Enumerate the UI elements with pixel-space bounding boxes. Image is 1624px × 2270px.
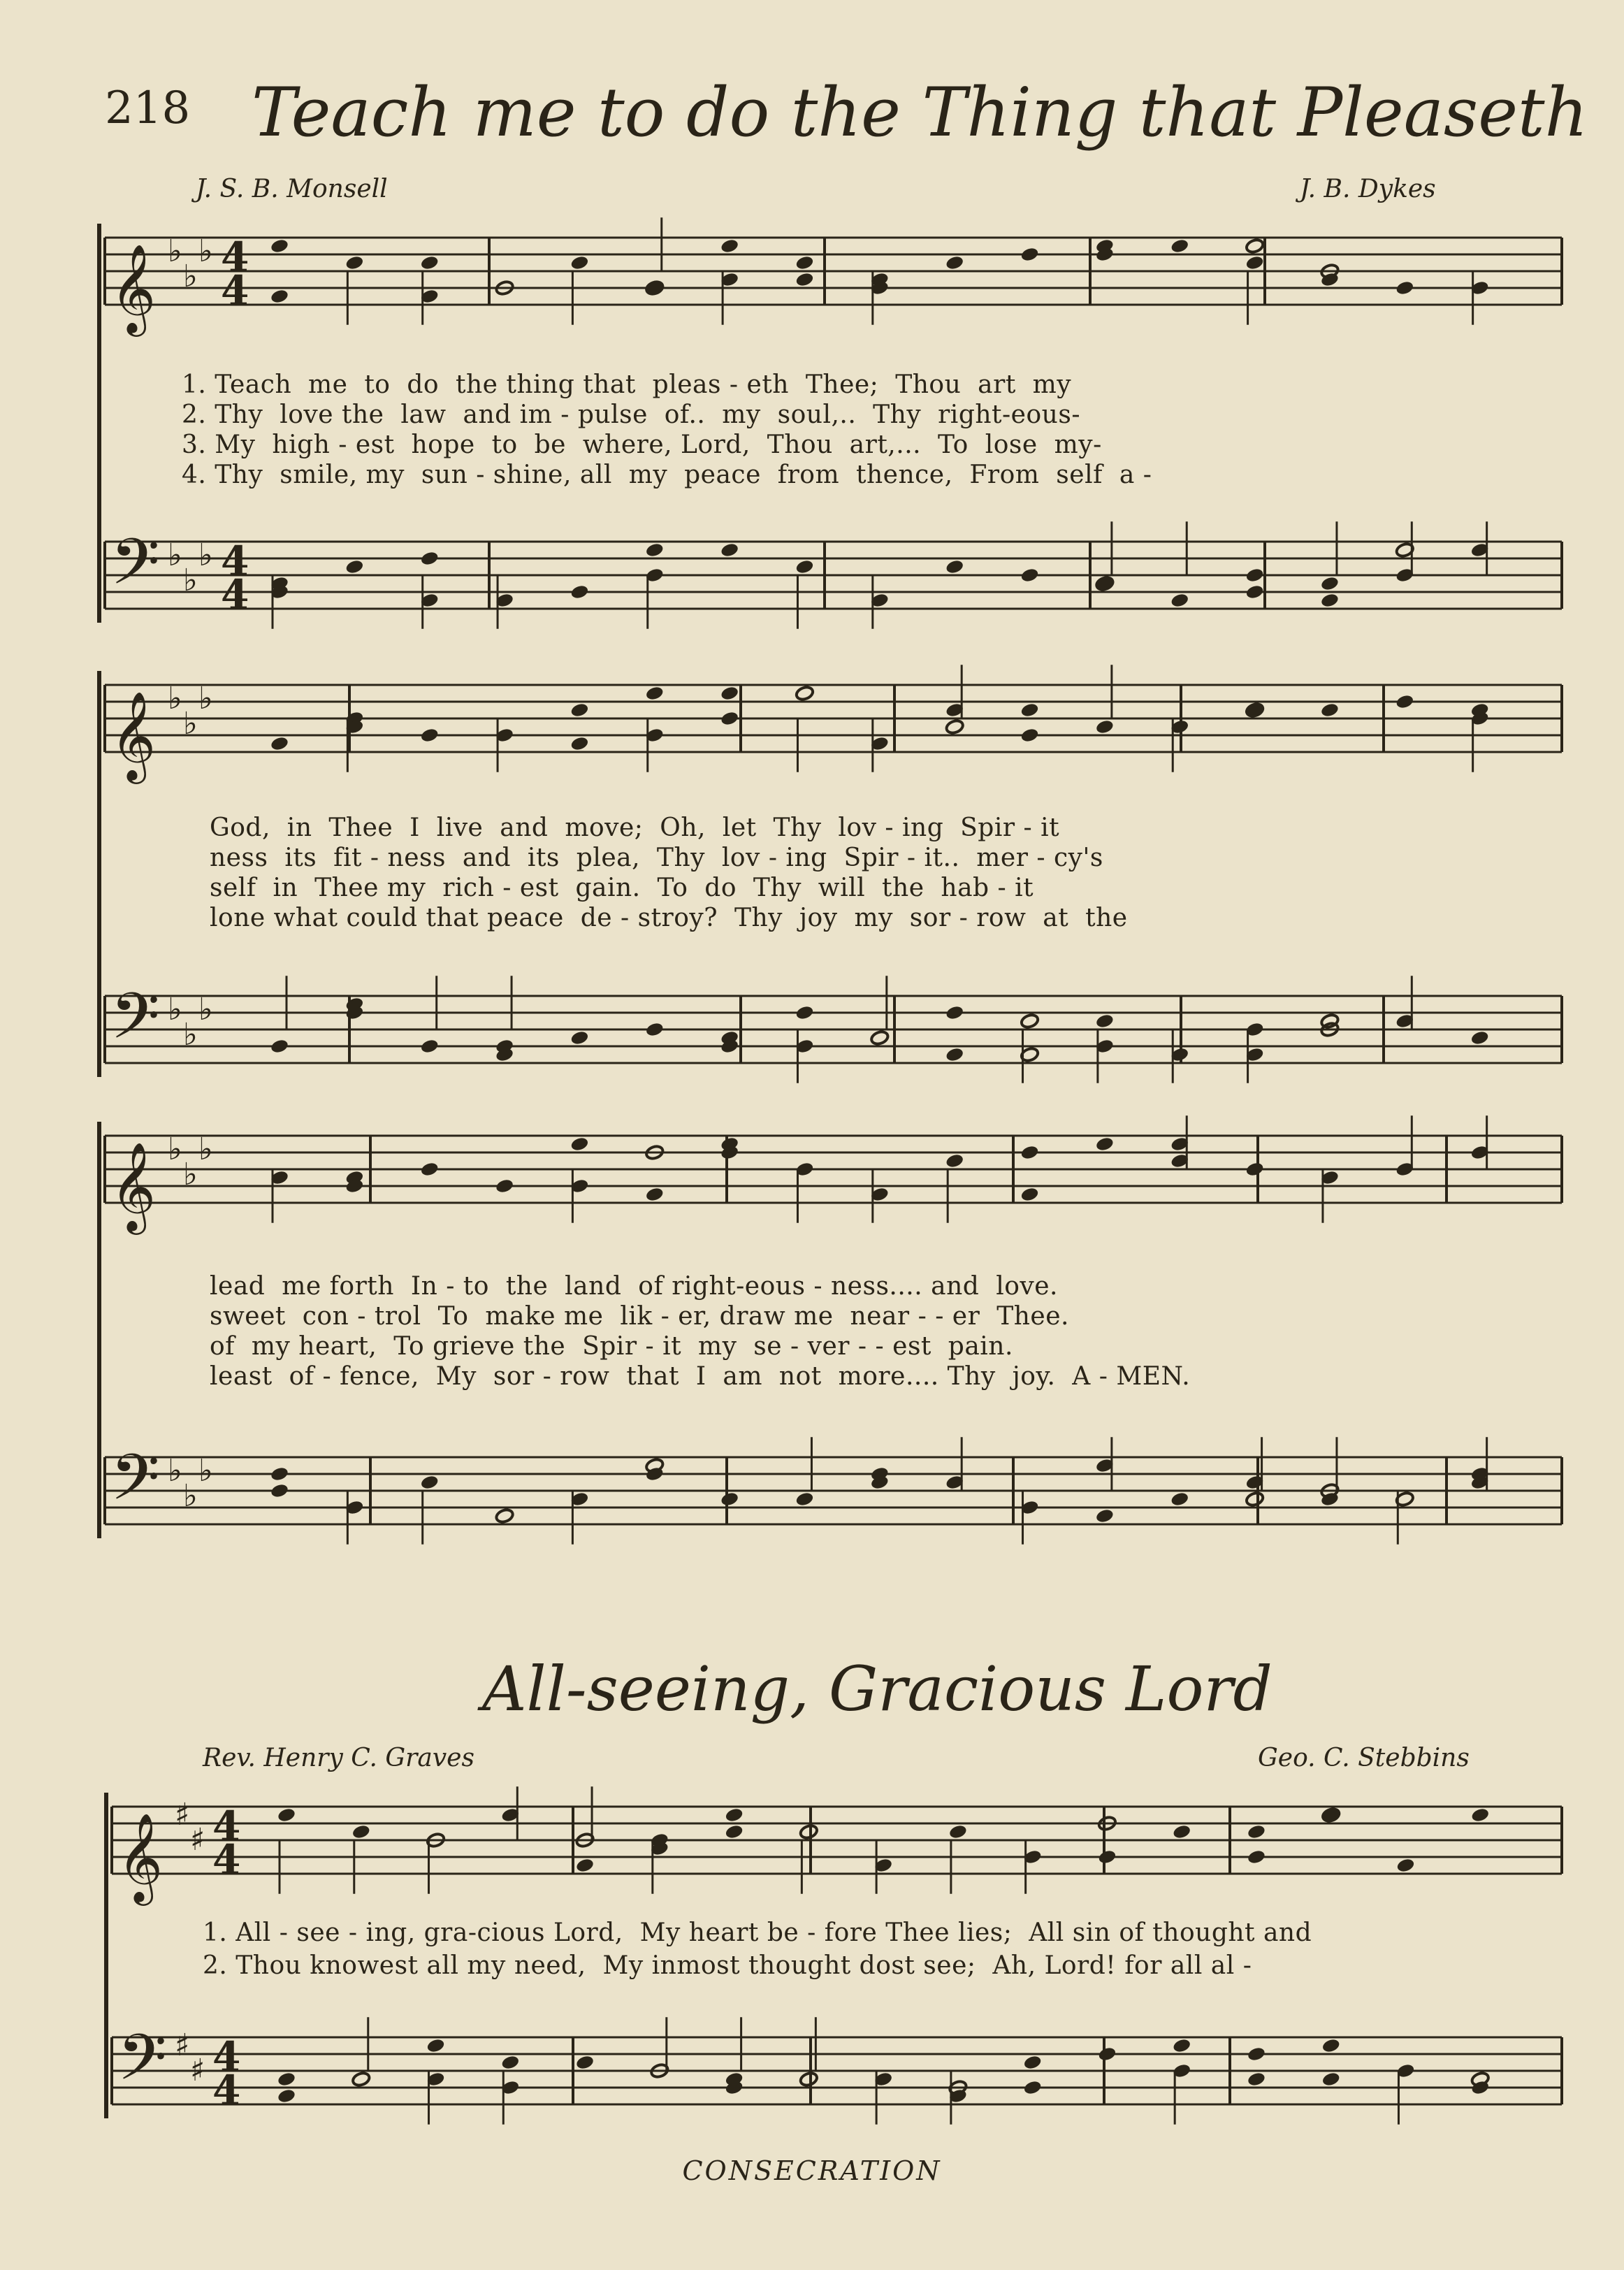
flat-sign: ♭ bbox=[198, 537, 213, 573]
flat-sign: ♭ bbox=[198, 1132, 213, 1167]
lyric-line: ness its fit - ness and its plea, Thy lov - ing Spir - it.. mer - cy's bbox=[210, 844, 1103, 872]
quarter-note bbox=[570, 254, 589, 270]
quarter-note bbox=[575, 2054, 595, 2070]
bass-clef: 𝄢 bbox=[117, 2020, 167, 2110]
staff bbox=[105, 996, 1562, 1063]
quarter-note bbox=[725, 1807, 744, 1823]
quarter-note bbox=[1247, 1849, 1266, 1865]
quarter-note bbox=[270, 1038, 289, 1054]
flat-sign: ♭ bbox=[198, 992, 213, 1027]
quarter-note bbox=[948, 1823, 968, 1839]
time-signature-top: 4 bbox=[221, 537, 249, 585]
quarter-note bbox=[1395, 1857, 1415, 1873]
quarter-note bbox=[345, 558, 364, 574]
quarter-note bbox=[1170, 238, 1189, 254]
quarter-note bbox=[945, 1046, 964, 1062]
quarter-note bbox=[277, 2071, 296, 2087]
time-signature-top: 4 bbox=[212, 1802, 241, 1850]
flat-sign: ♭ bbox=[183, 259, 198, 294]
quarter-note bbox=[795, 254, 814, 270]
quarter-note bbox=[945, 1152, 964, 1169]
flat-sign: ♭ bbox=[198, 681, 213, 716]
quarter-note bbox=[1097, 2046, 1117, 2062]
quarter-note bbox=[277, 2088, 296, 2104]
quarter-note bbox=[645, 1021, 665, 1037]
time-signature-top: 4 bbox=[221, 233, 249, 281]
time-signature-bottom: 4 bbox=[221, 267, 249, 315]
quarter-note bbox=[720, 710, 739, 726]
lyric-line: lead me forth In - to the land of right-eous - ness.... and love. bbox=[210, 1272, 1058, 1301]
flat-sign: ♭ bbox=[168, 233, 182, 269]
hymn1-author: J. S. B. Monsell bbox=[196, 175, 388, 203]
quarter-note bbox=[1470, 1807, 1490, 1823]
quarter-note bbox=[1170, 1491, 1189, 1507]
quarter-note bbox=[945, 254, 964, 270]
sharp-sign: ♯ bbox=[175, 1797, 190, 1832]
quarter-note bbox=[720, 238, 739, 254]
quarter-note bbox=[645, 685, 665, 701]
treble-clef: 𝄞 bbox=[110, 1141, 157, 1231]
quarter-note bbox=[570, 702, 589, 718]
time-signature-bottom: 4 bbox=[212, 2067, 241, 2114]
quarter-note bbox=[570, 735, 589, 751]
quarter-note bbox=[1320, 702, 1340, 718]
quarter-note bbox=[645, 1186, 665, 1202]
lyric-line: lone what could that peace de - stroy? Thy joy my sor - row at the bbox=[210, 904, 1128, 932]
quarter-note bbox=[270, 1482, 289, 1498]
quarter-note bbox=[1020, 727, 1040, 743]
sharp-sign: ♯ bbox=[190, 1822, 205, 1858]
flat-sign: ♭ bbox=[168, 992, 182, 1027]
flat-sign: ♭ bbox=[168, 1132, 182, 1167]
quarter-note bbox=[570, 1136, 589, 1152]
quarter-note bbox=[1321, 2037, 1341, 2053]
quarter-note bbox=[1095, 1508, 1115, 1524]
quarter-note bbox=[1247, 2071, 1266, 2087]
quarter-note bbox=[795, 271, 814, 287]
quarter-note bbox=[495, 1178, 514, 1194]
quarter-note bbox=[277, 1807, 296, 1823]
staff bbox=[105, 1136, 1562, 1203]
flat-sign: ♭ bbox=[168, 681, 182, 716]
quarter-note bbox=[420, 1474, 440, 1490]
half-note bbox=[1245, 1491, 1265, 1507]
quarter-note bbox=[1470, 1029, 1490, 1046]
quarter-note bbox=[1320, 592, 1340, 608]
quarter-note bbox=[345, 254, 364, 270]
quarter-note bbox=[420, 254, 440, 270]
half-note bbox=[495, 1508, 514, 1524]
hymn2-title: All-seeing, Gracious Lord bbox=[482, 1653, 1273, 1725]
flat-sign: ♭ bbox=[183, 563, 198, 598]
quarter-note bbox=[725, 1823, 744, 1839]
quarter-note bbox=[1321, 2071, 1341, 2087]
lyric-line: 3. My high - est hope to be where, Lord, Thou art,... To lose my- bbox=[182, 431, 1102, 459]
quarter-note bbox=[1020, 1144, 1040, 1160]
quarter-note bbox=[270, 1466, 289, 1482]
treble-clef: 𝄞 bbox=[110, 691, 157, 780]
sharp-sign: ♯ bbox=[190, 2053, 205, 2088]
flat-sign: ♭ bbox=[168, 537, 182, 573]
treble-clef: 𝄞 bbox=[110, 243, 157, 333]
hymn1-composer: J. B. Dykes bbox=[1300, 175, 1436, 203]
quarter-note bbox=[720, 542, 739, 558]
staff bbox=[112, 2037, 1562, 2104]
quarter-note bbox=[1245, 1161, 1265, 1177]
half-note bbox=[799, 1823, 818, 1839]
quarter-note bbox=[1095, 1136, 1115, 1152]
quarter-note bbox=[945, 558, 964, 574]
time-signature-bottom: 4 bbox=[212, 1836, 241, 1884]
quarter-note bbox=[420, 1161, 440, 1177]
quarter-note bbox=[420, 727, 440, 743]
quarter-note bbox=[420, 550, 440, 566]
half-note bbox=[795, 685, 814, 701]
quarter-note bbox=[270, 238, 289, 254]
hymn1-title: Teach me to do the Thing that Pleaseth bbox=[252, 73, 1588, 152]
quarter-note bbox=[1245, 567, 1265, 583]
half-note bbox=[870, 1029, 890, 1046]
time-signature-bottom: 4 bbox=[221, 571, 249, 619]
staff bbox=[105, 542, 1562, 609]
bass-clef: 𝄢 bbox=[110, 525, 160, 614]
flat-sign: ♭ bbox=[183, 1017, 198, 1053]
lyric-line: of my heart, To grieve the Spir - it my se - ver - - est pain. bbox=[210, 1332, 1013, 1361]
staff bbox=[105, 685, 1562, 752]
quarter-note bbox=[500, 2054, 520, 2070]
quarter-note bbox=[1023, 2054, 1043, 2070]
quarter-note bbox=[426, 2037, 446, 2053]
quarter-note bbox=[1170, 592, 1189, 608]
hymn2-author: Rev. Henry C. Graves bbox=[203, 1744, 474, 1772]
quarter-note bbox=[270, 735, 289, 751]
quarter-note bbox=[1247, 1823, 1266, 1839]
flat-sign: ♭ bbox=[183, 706, 198, 742]
quarter-note bbox=[570, 1029, 589, 1046]
bass-clef: 𝄢 bbox=[110, 1440, 160, 1530]
quarter-note bbox=[795, 1004, 814, 1020]
quarter-note bbox=[1245, 584, 1265, 600]
half-note bbox=[945, 718, 964, 735]
flat-sign: ♭ bbox=[198, 233, 213, 269]
bass-clef: 𝄢 bbox=[110, 979, 160, 1069]
quarter-note bbox=[1020, 702, 1040, 718]
staff bbox=[105, 238, 1562, 305]
quarter-note bbox=[720, 1491, 739, 1507]
flat-sign: ♭ bbox=[168, 1453, 182, 1489]
quarter-note bbox=[351, 1823, 371, 1839]
half-note bbox=[1020, 1013, 1040, 1029]
quarter-note bbox=[270, 288, 289, 304]
time-signature-top: 4 bbox=[212, 2033, 241, 2081]
quarter-note bbox=[1395, 693, 1414, 709]
quarter-note bbox=[1020, 246, 1040, 262]
lyric-line: 2. Thy love the law and im - pulse of.. my soul,.. Thy right-eous- bbox=[182, 400, 1080, 429]
half-note bbox=[799, 2071, 818, 2087]
quarter-note bbox=[1172, 2037, 1191, 2053]
lyric-line: God, in Thee I live and move; Oh, let Thy lov - ing Spir - it bbox=[210, 814, 1060, 842]
quarter-note bbox=[420, 1038, 440, 1054]
lyric-line: 1. Teach me to do the thing that pleas - eth Thee; Thou art my bbox=[182, 370, 1072, 399]
lyric-line: least of - fence, My sor - row that I am not more.... Thy joy. A - MEN. bbox=[210, 1362, 1191, 1391]
lyric-line: 2. Thou knowest all my need, My inmost thought dost see; Ah, Lord! for all al - bbox=[203, 1951, 1252, 1980]
staff bbox=[105, 1457, 1562, 1524]
quarter-note bbox=[570, 584, 589, 600]
quarter-note bbox=[1172, 1823, 1191, 1839]
quarter-note bbox=[1097, 1849, 1117, 1865]
quarter-note bbox=[1395, 280, 1414, 296]
quarter-note bbox=[795, 1491, 814, 1507]
staff bbox=[112, 1807, 1562, 1874]
page-number: 218 bbox=[105, 82, 191, 134]
quarter-note bbox=[1020, 567, 1040, 583]
quarter-note bbox=[1020, 1186, 1040, 1202]
hymn2-composer: Geo. C. Stebbins bbox=[1258, 1744, 1470, 1772]
flat-sign: ♭ bbox=[183, 1157, 198, 1192]
lyric-line: sweet con - trol To make me lik - er, draw me near - - er Thee. bbox=[210, 1302, 1069, 1331]
sharp-sign: ♯ bbox=[175, 2027, 190, 2063]
half-note bbox=[351, 2071, 371, 2087]
quarter-note bbox=[795, 558, 814, 574]
lyric-line: self in Thee my rich - est gain. To do Thy will the hab - it bbox=[210, 874, 1034, 902]
quarter-note bbox=[1023, 2079, 1043, 2095]
quarter-note bbox=[645, 542, 665, 558]
quarter-note bbox=[575, 1857, 595, 1873]
flat-sign: ♭ bbox=[198, 1453, 213, 1489]
quarter-note bbox=[1320, 575, 1340, 591]
half-note bbox=[1245, 238, 1265, 254]
quarter-note bbox=[945, 1004, 964, 1020]
quarter-note bbox=[1095, 1013, 1115, 1029]
quarter-note bbox=[720, 685, 739, 701]
flat-sign: ♭ bbox=[183, 1478, 198, 1514]
section-footer: CONSECRATION bbox=[682, 2155, 942, 2186]
quarter-note bbox=[1247, 2046, 1266, 2062]
lyric-line: 1. All - see - ing, gra-cious Lord, My heart be - fore Thee lies; All sin of thought and bbox=[203, 1918, 1312, 1947]
treble-clef: 𝄞 bbox=[117, 1812, 164, 1902]
quarter-note bbox=[1245, 254, 1265, 270]
lyric-line: 4. Thy smile, my sun - shine, all my peace from thence, From self a - bbox=[182, 461, 1152, 489]
quarter-note bbox=[1095, 718, 1115, 735]
